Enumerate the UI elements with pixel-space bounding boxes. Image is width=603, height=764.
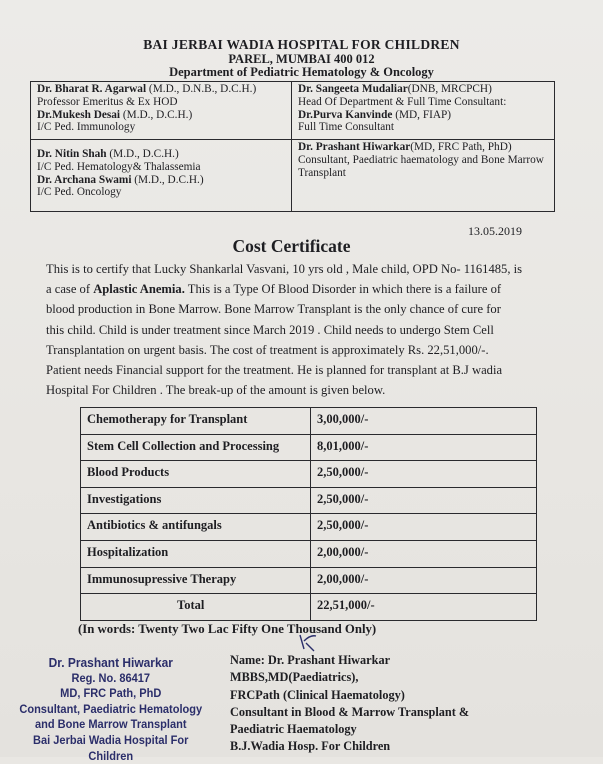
signatory-line: MBBS,MD(Paediatrics), xyxy=(230,670,359,685)
doctor-name: Dr.Mukesh Desai xyxy=(37,108,121,121)
doctor-name: Dr. Nitin Shah xyxy=(37,148,107,160)
cost-item: Investigations xyxy=(87,491,162,506)
body-line: Patient needs Financial support for the treatment. He is planned for transplant at B.J wadia xyxy=(46,363,503,378)
doctor-degree: (MD, FIAP) xyxy=(392,108,452,121)
body-text: a case of xyxy=(46,282,94,297)
hospital-address: PAREL, MUMBAI 400 012 xyxy=(228,52,375,66)
doctors-cell-top-right xyxy=(298,83,506,134)
stamp-line: MD, FRC Path, PhD xyxy=(60,686,162,701)
cost-amount: 2,50,000/- xyxy=(317,491,369,506)
table-divider xyxy=(291,82,292,211)
body-line: this child. Child is under treatment since March 2019 . Child needs to undergo Stem Cell xyxy=(46,322,494,337)
doctor-role: Consultant, Paediatric haematology and Bone Marrow Transplant xyxy=(298,153,544,179)
stamp-line: Reg. No. 86417 xyxy=(71,670,151,685)
doctor-degree: (M.D., D.C.H.) xyxy=(131,173,204,186)
cost-amount: 2,00,000/- xyxy=(317,571,369,586)
body-line: blood production in Bone Marrow. Bone Marrow Transplant is the only chance of cure for xyxy=(46,302,501,317)
table-row xyxy=(81,461,536,488)
cost-item: Stem Cell Collection and Processing xyxy=(87,438,280,453)
total-label: Total xyxy=(177,598,205,613)
doctor-name: Dr. Archana Swami xyxy=(37,173,132,186)
cost-amount: 3,00,000/- xyxy=(317,412,369,426)
doctors-cell-top-left xyxy=(37,83,256,134)
doctor-role: I/C Ped. Hematology& Thalassemia xyxy=(37,160,201,173)
doctor-degree: (MD, FRC Path, PhD) xyxy=(410,141,512,153)
doctor-name: Dr. Sangeeta Mudaliar xyxy=(298,83,408,95)
cost-amount: 2,00,000/- xyxy=(317,545,369,559)
cost-breakup-table xyxy=(80,407,537,621)
certificate-date: 13.05.2019 xyxy=(468,224,522,238)
total-amount: 22,51,000/- xyxy=(317,598,375,613)
stamp-line: and Bone Marrow Transplant xyxy=(34,717,187,732)
body-line xyxy=(46,279,546,299)
table-row xyxy=(81,435,536,462)
cost-amount: 8,01,000/- xyxy=(317,438,369,453)
certificate-body xyxy=(46,259,546,400)
signatory-block xyxy=(230,652,469,756)
body-line: Transplantation on urgent basis. The cost of treatment is approximately Rs. 22,51,000/-. xyxy=(46,342,489,357)
table-row xyxy=(81,514,536,541)
table-row xyxy=(81,408,536,435)
signatory-line: Paediatric Haematology xyxy=(230,722,357,737)
doctor-degree: (M.D., D.N.B., D.C.H.) xyxy=(146,83,257,95)
doctor-role: Professor Emeritus & Ex HOD xyxy=(37,95,178,108)
signatory-line: FRCPath (Clinical Haematology) xyxy=(230,687,405,702)
cost-item: Chemotherapy for Transplant xyxy=(87,412,248,426)
signature-mark xyxy=(296,633,326,653)
cost-amount: 2,50,000/- xyxy=(317,518,369,533)
doctor-degree: (DNB, MRCPCH) xyxy=(407,83,492,95)
signatory-line: B.J.Wadia Hosp. For Children xyxy=(230,739,391,754)
doctor-role: I/C Ped. Oncology xyxy=(37,186,122,199)
doctors-cell-bottom-right xyxy=(298,141,548,179)
hospital-name: BAI JERBAI WADIA HOSPITAL FOR CHILDREN xyxy=(143,37,460,52)
stamp-line: Consultant, Paediatric Hematology xyxy=(19,701,203,716)
cost-item: Blood Products xyxy=(87,465,170,480)
body-line: This is to certify that Lucky Shankarlal Vasvani, 10 yrs old , Male child, OPD No- 1161485, is xyxy=(46,262,523,276)
doctor-name: Dr.Purva Kanvinde xyxy=(298,108,393,121)
stamp-line: Bai Jerbai Wadia Hospital For Children xyxy=(33,732,189,763)
diagnosis: Aplastic Anemia. xyxy=(93,282,185,297)
cost-item: Immunosupressive Therapy xyxy=(87,571,237,586)
table-row xyxy=(81,568,536,595)
signatory-line: Consultant in Blood & Marrow Transplant & xyxy=(230,704,470,719)
cost-item: Antibiotics & antifungals xyxy=(87,518,222,533)
doctor-degree: (M.D., D.C.H.) xyxy=(106,148,179,160)
doctors-table xyxy=(30,81,555,212)
amount-in-words: (In words: Twenty Two Lac Fifty One Thousand Only) xyxy=(78,622,377,636)
doctors-cell-bottom-left xyxy=(37,148,204,199)
doctor-degree: (M.D., D.C.H.) xyxy=(120,108,193,121)
total-row xyxy=(81,594,536,621)
doctor-role: Head Of Department & Full Time Consultant: xyxy=(298,95,507,108)
body-text: This is a Type Of Blood Disorder in which there is a failure of xyxy=(184,282,502,297)
doctor-name: Dr. Bharat R. Agarwal xyxy=(37,83,147,95)
stamp-line: Dr. Prashant Hiwarkar xyxy=(48,655,173,670)
signatory-line: Name: Dr. Prashant Hiwarkar xyxy=(230,653,391,667)
table-row xyxy=(81,488,536,515)
cost-item: Hospitalization xyxy=(87,545,169,559)
page-title: Cost Certificate xyxy=(232,236,351,256)
table-row xyxy=(81,541,536,568)
doctor-stamp xyxy=(16,655,206,764)
cost-amount: 2,50,000/- xyxy=(317,465,369,480)
doctor-role: I/C Ped. Immunology xyxy=(37,121,136,134)
doctor-name: Dr. Prashant Hiwarkar xyxy=(298,141,411,153)
doctor-role: Full Time Consultant xyxy=(298,121,395,134)
department-name: Department of Pediatric Hematology & Oncology xyxy=(169,65,434,79)
body-line: Hospital For Children . The break-up of the amount is given below. xyxy=(46,383,386,398)
